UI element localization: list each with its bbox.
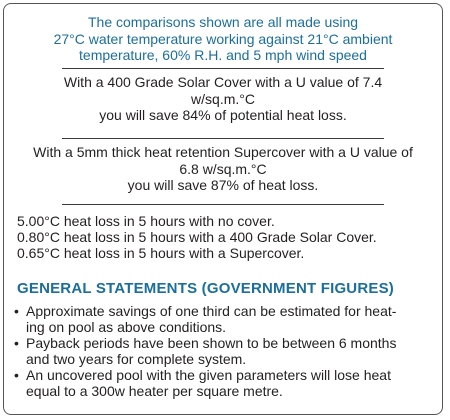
list-item-line: ing on pool as above conditions. [26,318,227,335]
heat-loss-list [17,213,436,261]
divider [62,138,384,139]
bullet-icon: • [14,367,19,383]
general-statements-list [14,304,436,400]
supercover-line: With a 5mm thick heat retention Supercover with a U value of [33,144,413,160]
list-item [14,368,436,399]
heat-loss-item: 5.00°C heat loss in 5 hours with no cover. [17,213,275,229]
intro-line: temperature, 60% R.H. and 5 mph wind speed [79,47,367,63]
divider [62,204,384,205]
bullet-icon: • [14,303,19,319]
supercover-statement [10,144,436,194]
list-item-line: An uncovered pool with the given parameters will lose heat [26,367,391,383]
list-item-line: Approximate savings of one third can be estimated for heat- [26,303,397,319]
solar-cover-line: w/sq.m.°C [191,90,255,107]
bullet-icon: • [14,335,19,351]
intro-line: The comparisons shown are all made using [87,14,359,30]
solar-cover-line: With a 400 Grade Solar Cover with a U value of 7.4 [63,74,383,90]
list-item [14,304,436,335]
intro-text [10,14,436,64]
supercover-line: you will save 87% of heat loss. [127,177,319,193]
divider [62,68,384,69]
list-item-line: and two years for complete system. [26,350,247,367]
info-panel [3,3,443,415]
heat-loss-item: 0.65°C heat loss in 5 hours with a Supercover. [17,245,305,261]
list-item-line: equal to a 300w heater per square metre. [26,382,283,399]
solar-cover-line: you will save 84% of potential heat loss. [99,107,347,123]
supercover-line: 6.8 w/sq.m.°C [179,160,267,177]
list-item [14,336,436,367]
section-heading: GENERAL STATEMENTS (GOVERNMENT FIGURES) [17,280,394,297]
heat-loss-item: 0.80°C heat loss in 5 hours with a 400 Grade Solar Cover. [17,229,377,245]
list-item-line: Payback periods have been shown to be between 6 months [26,335,397,351]
intro-line: 27°C water temperature working against 21°C ambient [53,30,393,47]
solar-cover-statement [10,74,436,124]
